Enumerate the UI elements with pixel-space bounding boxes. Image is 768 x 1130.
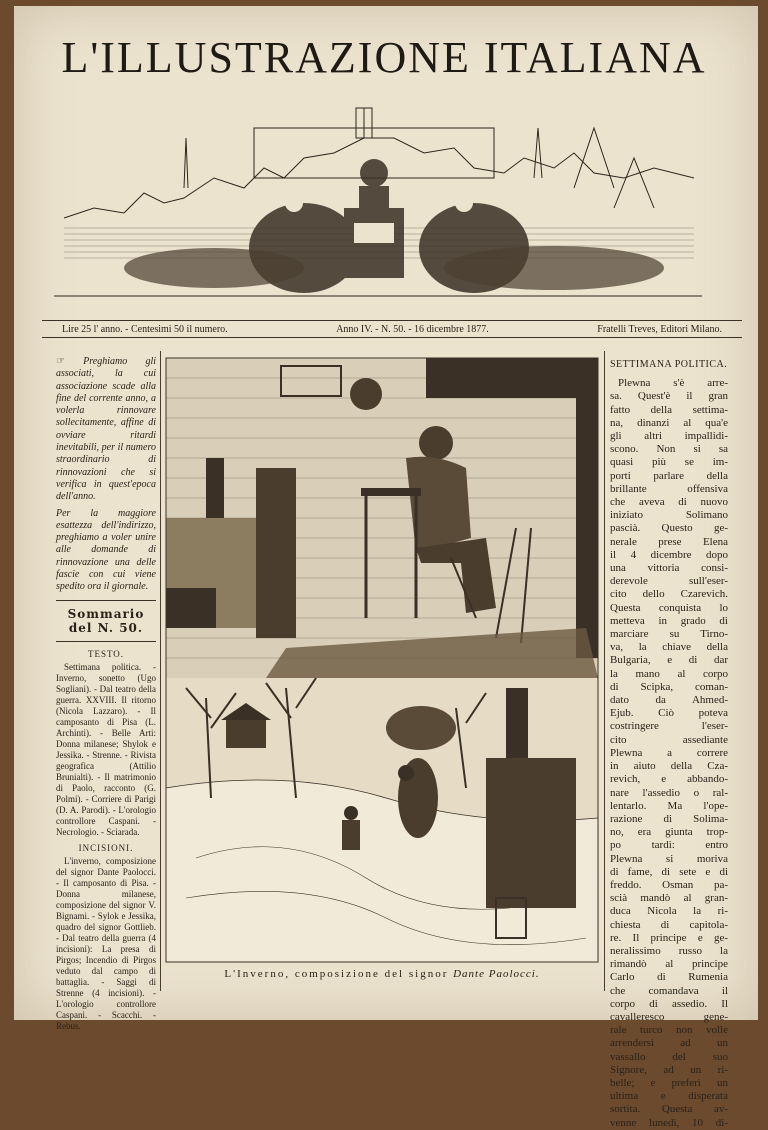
article-line: derevole sull'eser- [610, 575, 728, 588]
article-line: na, dinanzi al qua'e [610, 416, 728, 429]
article-line: il 4 dicembre dopo [610, 548, 728, 561]
article-line: va, la chiave della [610, 641, 728, 654]
article-heading: SETTIMANA POLITICA. [610, 359, 728, 370]
divider [56, 600, 156, 601]
article-line: Bulgaria, e di dar [610, 654, 728, 667]
article-line: brillante offensiva [610, 482, 728, 495]
subscription-price: Lire 25 l' anno. - Centesimi 50 il numero. [62, 323, 228, 335]
incisioni-heading: INCISIONI. [78, 842, 134, 853]
article-line: po tardi: entro [610, 839, 728, 852]
article-line: una vittoria consi- [610, 562, 728, 575]
article-line: Ejub. Ciò poteva [610, 707, 728, 720]
address-notice: Per la maggiore esattezza dell'indirizzo, preghiamo a voler unire alle domande di rinnovazione una delle fascie con cui viene spedito ora il giornale. [56, 507, 156, 593]
sommario-title: Sommario [67, 606, 145, 621]
article-line: iniziato Solimano [610, 509, 728, 522]
article-line: costringere l'eser- [610, 720, 728, 733]
article-line: scono. Non si sa [610, 443, 728, 456]
article-line: la mano al corpo [610, 667, 728, 680]
article-line: pascià. Questo ge- [610, 522, 728, 535]
engraving-caption: L'Inverno, composizione del signor Dante Paolocci. [224, 968, 540, 980]
article-line: ultima e disperata [610, 1090, 728, 1103]
article-line: chiesta di capitola- [610, 918, 728, 931]
article-line: gli altri impallidi- [610, 430, 728, 443]
article-line: cito dello Czarevich. [610, 588, 728, 601]
article-line: Questa conquista lo [610, 601, 728, 614]
article-line: arrendersi ad un [610, 1037, 728, 1050]
article-line: lentarlo. Ma l'ope- [610, 799, 728, 812]
divider [56, 641, 156, 642]
article-line: sortita. Questa av- [610, 1103, 728, 1116]
masthead-title: L'ILLUSTRAZIONE ITALIANA [61, 33, 707, 82]
newspaper-page [14, 6, 758, 1129]
renewal-notice: ☞ Preghiamo gli associati, la cui associazione scade alla fine del corrente anno, a volerla rinnovare sollecitamente, affine di ovviare ritardi inevitabili, per il numero straordinario di rinnovazioni che si verifica in quest'epoca dell'anno. [56, 356, 156, 503]
article-line: cito assediante [610, 733, 728, 746]
article-line: scià mandò al gran- [610, 892, 728, 905]
article-line: venne lunedì, 10 di- [610, 1116, 728, 1129]
article-line: razione di Solima- [610, 812, 728, 825]
article-line: nare l'assedio o ral- [610, 786, 728, 799]
sommario-number: del N. 50. [68, 620, 144, 635]
article-line: che aveva di nuovo [610, 496, 728, 509]
article-line: corpo di assedio. Il [610, 997, 728, 1010]
winter-engraving [166, 358, 598, 962]
article-line: di Scipka, coman- [610, 680, 728, 693]
article-line: cavalleresco gene- [610, 1010, 728, 1023]
column-rule-left [160, 351, 161, 991]
testo-heading: TESTO. [87, 648, 125, 659]
article-line: quasi più se im- [610, 456, 728, 469]
caption-author: Dante Paolocci. [453, 968, 540, 980]
testo-contents: Settimana politica. - Inverno, sonetto (Ugo Sogliani). - Dal teatro della guerra. XXVIII. Il ritorno (Nicola Lazzaro). - Il camposanto di Pisa (L. Archinti). - Belle Arti: Donna milanese; Shylok e Jessika. - Strenne. - Rivista geografica (Attilio Brunialti). - Il matrimonio di Paolo, racconto (G. Polmi). - Corriere di Parigi (D. A. Parodi). - L'orologio controllore Caspani. - Necrologio. - Sciarada. [56, 661, 156, 837]
article-line: belle; e preferì un [610, 1076, 728, 1089]
article-line: sa. Quest'è il gran [610, 390, 728, 403]
column-rule-right [604, 351, 605, 991]
left-column [56, 356, 156, 1032]
issue-info-bar [42, 320, 742, 338]
article-line: porti parlare della [610, 469, 728, 482]
article-line: duca Nicola la ri- [610, 905, 728, 918]
article-line: Plewna si moriva [610, 852, 728, 865]
article-line: vassallo del suo [610, 1050, 728, 1063]
issue-number-date: Anno IV. - N. 50. - 16 dicembre 1877. [336, 323, 489, 335]
article-body [610, 377, 728, 1130]
article-line: rale turco non volle [610, 1024, 728, 1037]
masthead-illustration [54, 98, 702, 312]
article-line: Signore, ad un ri- [610, 1063, 728, 1076]
article-line: Plewna a correre [610, 746, 728, 759]
article-line: rimandò al principe [610, 958, 728, 971]
article-line: in aiuto della Cza- [610, 760, 728, 773]
article-line: Carlo di Rumenia [610, 971, 728, 984]
article-line: re. Il principe e ge- [610, 931, 728, 944]
article-line: no, era giunta trop- [610, 826, 728, 839]
article-line: che comandava il [610, 984, 728, 997]
right-column-article [610, 358, 728, 1129]
article-line: di fame, di sete e di [610, 865, 728, 878]
article-line: revich, e abbando- [610, 773, 728, 786]
incisioni-contents: L'inverno, composizione del signor Dante Paolocci. - Il camposanto di Pisa. - Donna milanese, composizione del signor V. Bignami. - Sylok e Jessika, quadro del signor Gottlieb. - Dal teatro della guerra (4 incisioni): La presa di Pirgos; Incendio di Pirgos veduto dal campo di battaglia. - Saggi di Strenne (4 incisioni). - L'orologio controllore Caspani. - Scacchi. - Rebus. [56, 856, 156, 1032]
article-line: neralissimo russo la [610, 944, 728, 957]
article-line: dato da Ahmed- [610, 694, 728, 707]
article-line: metteva in grado di [610, 614, 728, 627]
article-line: Plewna s'è arre- [618, 377, 728, 390]
article-line: marciare su Tirno- [610, 628, 728, 641]
pointing-hand-icon: ☞ [56, 356, 84, 367]
publisher: Fratelli Treves, Editori Milano. [597, 323, 722, 335]
article-line: freddo. Osman pa- [610, 878, 728, 891]
article-line: nerale prese Elena [610, 535, 728, 548]
article-line: fatto della settima- [610, 403, 728, 416]
